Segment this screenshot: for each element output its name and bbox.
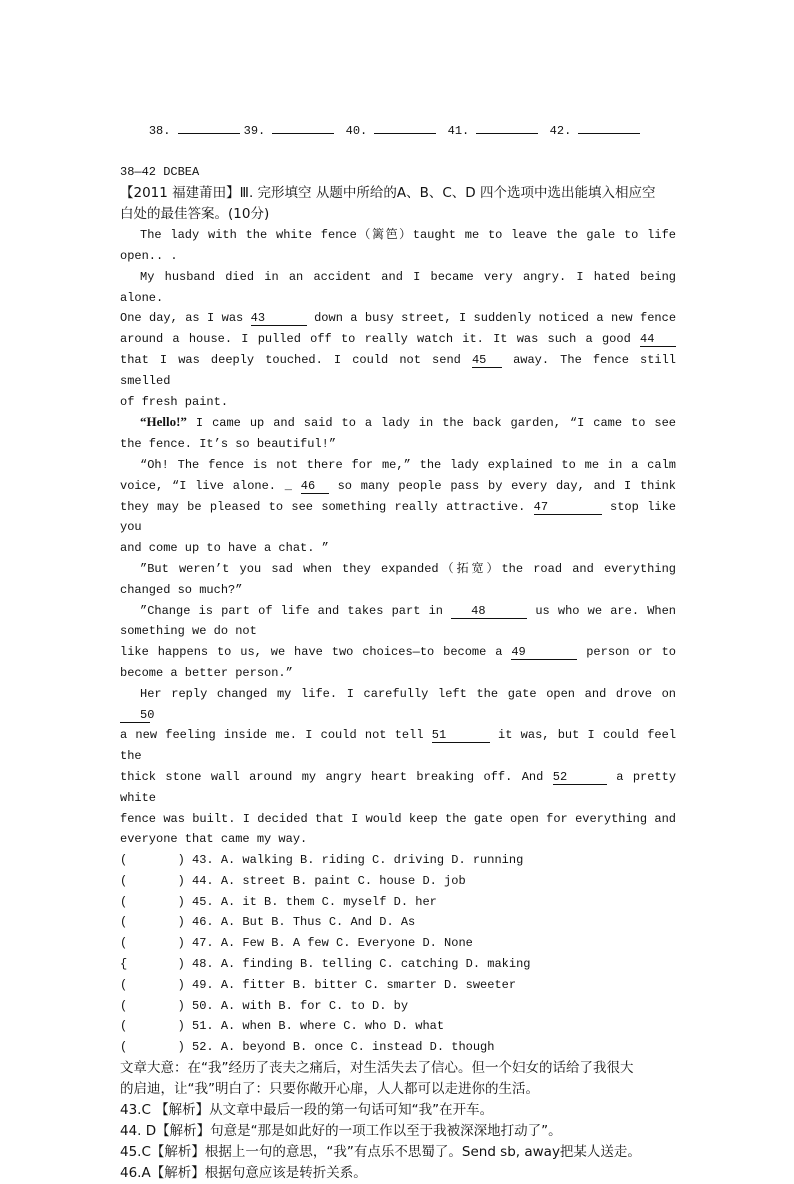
blank-48[interactable]: 48 <box>451 604 527 619</box>
option-row-43[interactable]: ( ) 43. A. walking B. riding C. driving D. running <box>120 853 524 868</box>
answer-blank[interactable] <box>178 121 240 134</box>
option-row-52[interactable]: ( ) 52. A. beyond B. once C. instead D. though <box>120 1040 495 1055</box>
blank-47[interactable]: 47 <box>534 500 602 515</box>
option-row-48[interactable]: { ) 48. A. finding B. telling C. catching D. making <box>120 957 531 972</box>
paragraph-line: that I was deeply touched. I could not send 45 away. The fence still smelled <box>120 352 677 388</box>
blank-43[interactable]: 43 <box>251 311 307 326</box>
paragraph-line: a new feeling inside me. I could not tell 51 it was, but I could feel the <box>120 728 677 764</box>
hello-quote: “Hello!” <box>140 414 187 430</box>
option-row-50[interactable]: ( ) 50. A. with B. for C. to D. by <box>120 998 409 1013</box>
blank-46[interactable]: 46 <box>301 479 329 494</box>
analysis-line: 43.C 【解析】从文章中最后一段的第一句话可知“我”在开车。 <box>120 1102 494 1119</box>
option-row-51[interactable]: ( ) 51. A. when B. where C. who D. what <box>120 1019 445 1034</box>
answer-blank-row <box>120 100 676 162</box>
blank-45[interactable]: 45 <box>472 353 502 368</box>
paragraph-line: voice, “I live alone. _ 46 so many people pass by every day, and I think <box>120 478 676 493</box>
story-title-cont: open.. . <box>120 248 178 263</box>
paragraph-line: fence was built. I decided that I would keep the gate open for everything and <box>120 811 676 826</box>
answer-blank[interactable] <box>476 121 538 134</box>
paragraph-line: everyone that came my way. <box>120 832 308 847</box>
option-row-45[interactable]: ( ) 45. A. it B. them C. myself D. her <box>120 894 437 909</box>
paragraph-line: thick stone wall around my angry heart breaking off. And 52 a pretty white <box>120 769 677 805</box>
blank-50[interactable]: 50 <box>120 708 150 723</box>
paragraph-line: something we do not <box>120 624 257 639</box>
paragraph-line: around a house. I pulled off to really watch it. It was such a good 44 <box>120 329 676 350</box>
paragraph-line: they may be pleased to see something really attractive. 47 stop like you <box>120 499 676 535</box>
answer-blank[interactable] <box>374 121 436 134</box>
section-title-cont: 白处的最佳答案。(10分) <box>120 206 270 223</box>
paragraph-line: changed so much?” <box>120 582 243 597</box>
option-row-49[interactable]: ( ) 49. A. fitter B. bitter C. smarter D. sweeter <box>120 977 517 992</box>
blank-44[interactable]: 44 <box>640 332 676 347</box>
summary-line: 的启迪，让“我”明白了：只要你敞开心扉，人人都可以走进你的生活。 <box>120 1081 539 1098</box>
previous-answers: 38—42 DCBEA <box>120 165 200 180</box>
paragraph-line: like happens to us, we have two choices—to become a 49 person or to <box>120 645 677 660</box>
paragraph-line: become a better person.” <box>120 665 293 680</box>
summary-line: 文章大意：在“我”经历了丧夫之痛后，对生活失去了信心。但一个妇女的话给了我很大 <box>120 1060 634 1077</box>
document-page <box>120 100 676 1184</box>
analysis <box>120 1100 676 1184</box>
blank-49[interactable]: 49 <box>511 645 577 660</box>
blank-label: 41. <box>447 123 470 138</box>
blank-label: 40. <box>345 123 368 138</box>
blank-label: 42. <box>549 123 572 138</box>
paragraph-line: “Oh! The fence is not there for me,” the lady explained to me in a calm <box>140 457 676 472</box>
paragraph-line: One day, as I was 43 down a busy street, I suddenly noticed a new fence <box>120 311 677 326</box>
analysis-line: 45.C【解析】根据上一句的意思，“我”有点乐不思蜀了。Send sb, away把某人送走。 <box>120 1144 641 1161</box>
answer-blank[interactable] <box>272 121 334 134</box>
option-row-46[interactable]: ( ) 46. A. But B. Thus C. And D. As <box>120 915 416 930</box>
paragraph-line: My husband died in an accident and I became very angry. I hated being alone. <box>120 269 676 305</box>
paragraph-line: the fence. It’s so beautiful!” <box>120 437 337 452</box>
blank-label: 38. <box>148 123 171 138</box>
paragraph-line: “Hello!” I came up and said to a lady in the back garden, “I came to see <box>140 414 676 431</box>
analysis-line: 44. D【解析】句意是“那是如此好的一项工作以至于我被深深地打动了”。 <box>120 1123 562 1140</box>
paragraph-line: ”Change is part of life and takes part in 48 us who we are. When <box>140 603 677 618</box>
blank-51[interactable]: 51 <box>432 728 490 743</box>
paragraph-line: Her reply changed my life. I carefully left the gate open and drove on 50 <box>120 684 676 726</box>
options-list <box>120 850 676 1058</box>
summary <box>120 1058 676 1100</box>
answer-blank[interactable] <box>578 121 640 134</box>
section-title: 【2011 福建莆田】Ⅲ. 完形填空 从题中所给的A、B、C、D 四个选项中选出能填入相应空 <box>120 185 656 202</box>
paragraph-line: ”But weren’t you sad when they expanded（拓宽）the road and everything <box>140 561 676 576</box>
option-row-44[interactable]: ( ) 44. A. street B. paint C. house D. job <box>120 873 466 888</box>
passage <box>120 225 676 850</box>
blank-52[interactable]: 52 <box>553 770 607 785</box>
story-title: The lady with the white fence（篱笆）taught me to leave the gale to life <box>140 228 676 243</box>
blank-label: 39. <box>243 123 266 138</box>
analysis-line: 46.A【解析】根据句意应该是转折关系。 <box>120 1165 367 1182</box>
option-row-47[interactable]: ( ) 47. A. Few B. A few C. Everyone D. None <box>120 936 473 951</box>
paragraph-line: of fresh paint. <box>120 394 229 409</box>
paragraph-line: and come up to have a chat. ” <box>120 541 329 556</box>
